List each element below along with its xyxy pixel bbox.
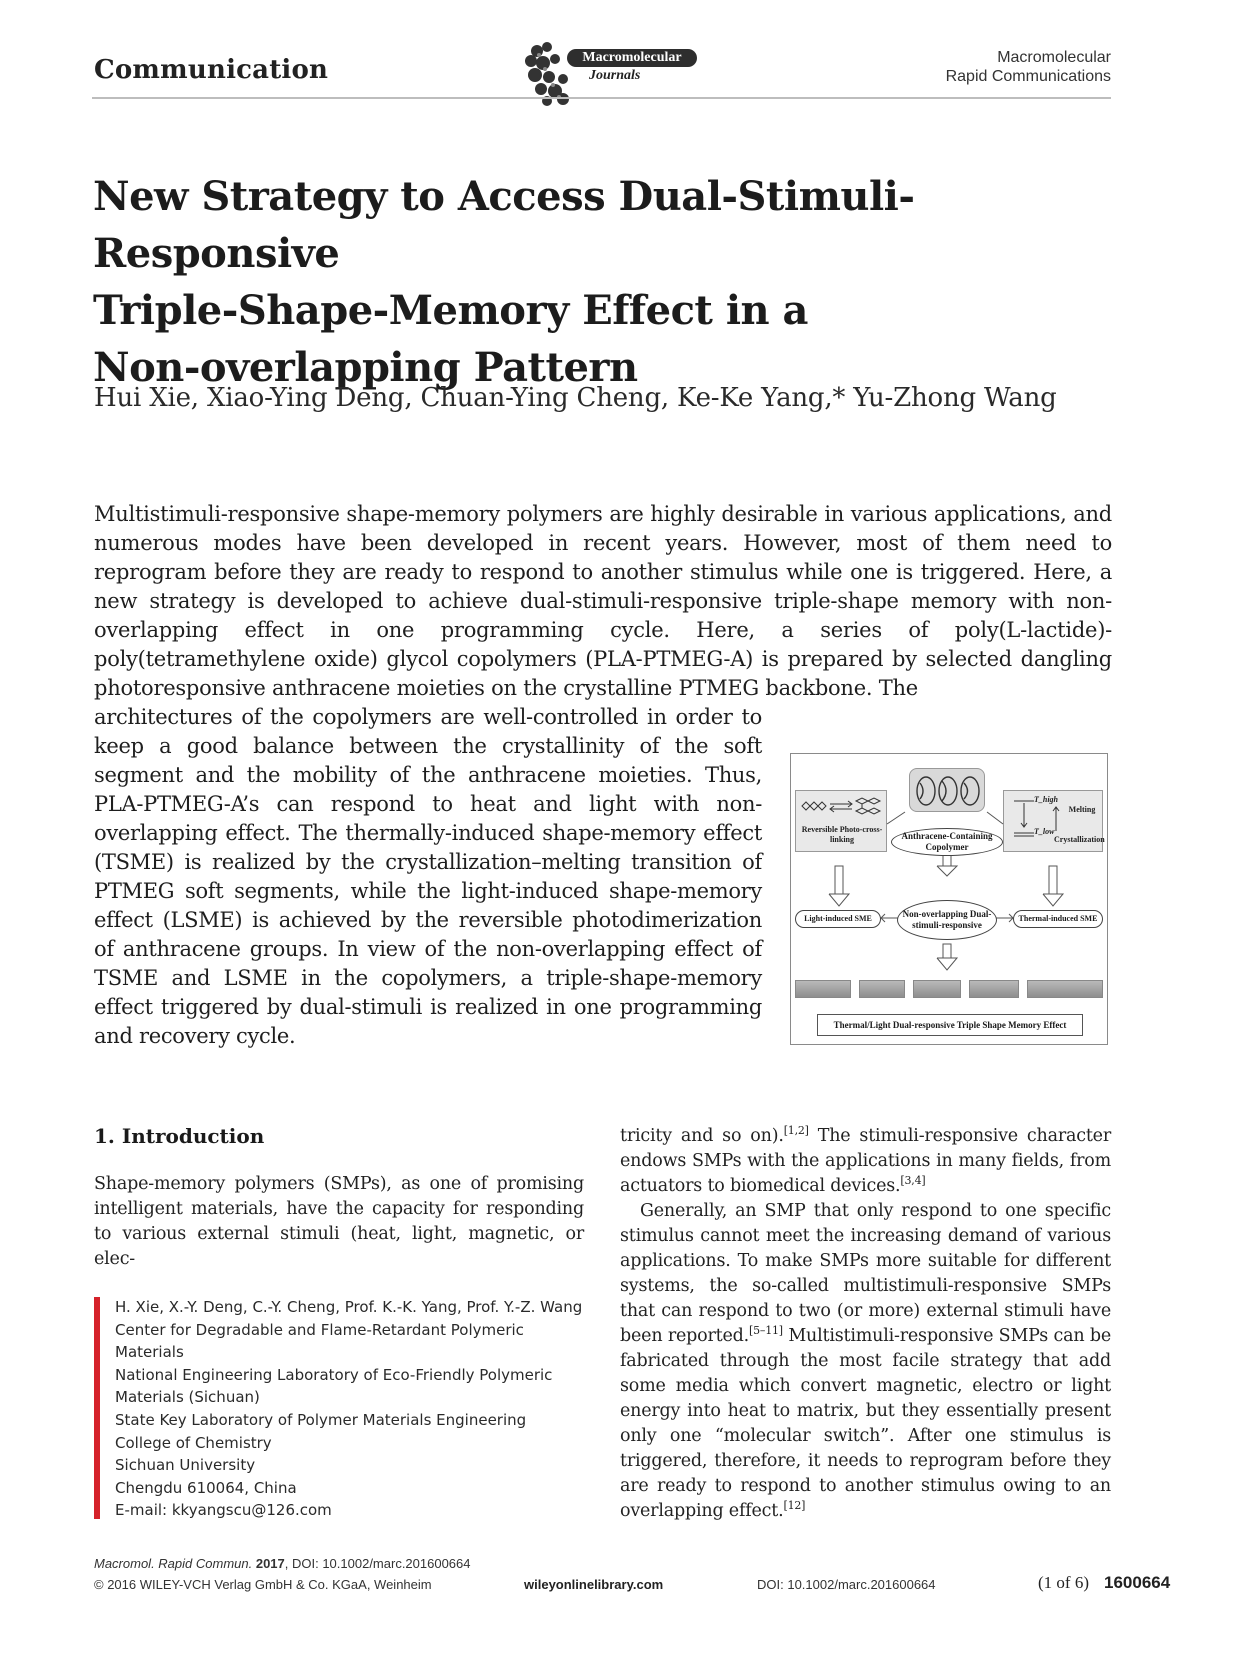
text-run: tricity and so on). <box>620 1126 784 1146</box>
doi-text: , DOI: 10.1002/marc.201600664 <box>284 1556 471 1571</box>
affiliation-line: Chengdu 610064, China <box>115 1478 297 1497</box>
website-link[interactable]: wileyonlinelibrary.com <box>524 1577 664 1592</box>
t-low-label: T_low <box>1034 827 1055 836</box>
citation: [1,2] <box>783 1124 809 1138</box>
section-label: Communication <box>94 55 329 85</box>
dual-stimuli-oval: Non-overlapping Dual-stimuli-responsive <box>897 900 997 940</box>
citation-line <box>94 1556 471 1571</box>
abstract-full-width: Multistimuli-responsive shape-memory polymers are highly desirable in various applications, and numerous modes have been developed in recent years. However, most of them need to reprogram before they are ready to respond to another stimulus while one is triggered. Here, a new strategy is developed to achieve dual-stimuli-responsive triple-shape memory with non-overlapping effect in one programming cycle. Here, a series of poly(L-lactide)-poly(tetramethylene oxide) glycol copolymers (PLA-PTMEG-A) is prepared by selected dangling photoresponsive anthracene moieties on the crystalline PTMEG backbone. The <box>94 502 1112 700</box>
paragraph <box>620 1199 1111 1524</box>
title-line: New Strategy to Access Dual-Stimuli-Responsive <box>93 173 915 277</box>
logo-subtitle: Journals <box>589 68 641 83</box>
page-indicator: (1 of 6) <box>1038 1573 1089 1592</box>
sample-photo <box>969 980 1019 998</box>
affiliation-accent-bar <box>94 1297 100 1519</box>
crystallization-label: Crystallization <box>1054 835 1105 844</box>
logo-title: Macromolecular <box>567 49 697 67</box>
graphical-abstract <box>790 753 1108 1045</box>
text-run: Generally, an SMP that only respond to one specific stimulus cannot meet the increasing demand of various applications. To make SMPs more suitable for different systems, the so-called multistimuli-responsive SMPs that can respond to two (or more) external stimuli have been reported. <box>620 1201 1111 1346</box>
affiliation-line: Materials (Sichuan) <box>115 1388 260 1407</box>
paragraph <box>620 1124 1111 1199</box>
text-run: Multistimuli-responsive SMPs can be fabricated through the most facile strategy that add some media which convert magnetic, electro or light energy into heat to matrix, but they essentially present only one “molecular switch”. After one stimulus is triggered, therefore, it needs to reprogram before they are ready to respond to another stimulus owing to an overlapping effect. <box>620 1326 1111 1521</box>
citation: [12] <box>783 1499 806 1513</box>
section-heading: 1. Introduction <box>94 1124 265 1148</box>
article-title <box>93 168 1153 396</box>
intro-left-text: Shape-memory polymers (SMPs), as one of promising intelligent materials, have the capacity for responding to various external stimuli (heat, light, magnetic, or elec- <box>94 1174 584 1269</box>
sample-photo <box>859 980 905 998</box>
molecule-icon <box>519 35 579 115</box>
affiliation-line: Materials <box>115 1343 184 1362</box>
title-line: Non-overlapping Pattern <box>93 344 638 391</box>
article-number: 1600664 <box>1104 1573 1171 1592</box>
citation: [3,4] <box>900 1174 926 1188</box>
copyright: © 2016 WILEY-VCH Verlag GmbH & Co. KGaA, Weinheim <box>94 1577 432 1592</box>
copolymer-oval: Anthracene-Containing Copolymer <box>891 828 1003 856</box>
affiliation-line: Sichuan University <box>115 1456 256 1475</box>
journal-logo <box>519 35 699 115</box>
journal-abbrev: Macromol. Rapid Commun. <box>94 1556 253 1571</box>
light-sme-pill: Light-induced SME <box>795 910 881 928</box>
author-list: Hui Xie, Xiao-Ying Deng, Chuan-Ying Cheng, Ke-Ke Yang,* Yu-Zhong Wang <box>94 383 1057 413</box>
thermal-sme-pill: Thermal-induced SME <box>1013 910 1103 928</box>
sample-photo <box>795 980 851 998</box>
journal-name-line1: Macromolecular <box>997 49 1111 66</box>
figure-caption: Thermal/Light Dual-responsive Triple Shape Memory Effect <box>817 1014 1083 1036</box>
affiliation-line: State Key Laboratory of Polymer Materials Engineering <box>115 1410 527 1429</box>
affiliation-email[interactable]: E-mail: kkyangscu@126.com <box>115 1501 332 1520</box>
affiliation-line: College of Chemistry <box>115 1433 272 1452</box>
year: 2017 <box>255 1556 285 1571</box>
text-run: The stimuli-responsive character endows SMPs with the applications in many fields, from actuators to biomedical devices. <box>620 1126 1111 1196</box>
abstract-narrow: architectures of the copolymers are well-controlled in order to keep a good balance between the crystallinity of the soft segment and the mobility of the anthracene moieties. Thus, PLA-PTMEG-A’s can respond to heat and light with non-overlapping effect. The thermally-induced shape-memory effect (TSME) is realized by the crystallization–melting transition of PTMEG soft segments, while the light-induced shape-memory effect (LSME) is achieved by the reversible photodimerization of anthracene groups. In view of the non-overlapping effect of TSME and LSME in the copolymers, a triple-shape-memory effect triggered by dual-stimuli is realized in one programming and recovery cycle. <box>94 705 762 1048</box>
citation: [5–11] <box>749 1324 783 1338</box>
affiliation-block <box>115 1296 585 1522</box>
doi-link[interactable]: DOI: 10.1002/marc.201600664 <box>757 1577 936 1592</box>
journal-name <box>946 48 1111 86</box>
affiliation-line: H. Xie, X.-Y. Deng, C.-Y. Cheng, Prof. K.-K. Yang, Prof. Y.-Z. Wang <box>115 1298 583 1316</box>
journal-name-line2: Rapid Communications <box>945 68 1111 85</box>
sample-photo <box>913 980 961 998</box>
title-line: Triple-Shape-Memory Effect in a <box>93 287 808 334</box>
affiliation-line: Center for Degradable and Flame-Retardant Polymeric <box>115 1320 524 1339</box>
intro-right-column <box>620 1124 1111 1524</box>
photo-crosslink-label: Reversible Photo-cross-linking <box>801 825 883 844</box>
affiliation-line: National Engineering Laboratory of Eco-Friendly Polymeric <box>115 1365 553 1384</box>
sample-photo <box>1027 980 1103 998</box>
header-rule <box>92 97 1111 99</box>
melting-label: Melting <box>1068 805 1096 814</box>
t-high-label: T_high <box>1034 795 1059 804</box>
